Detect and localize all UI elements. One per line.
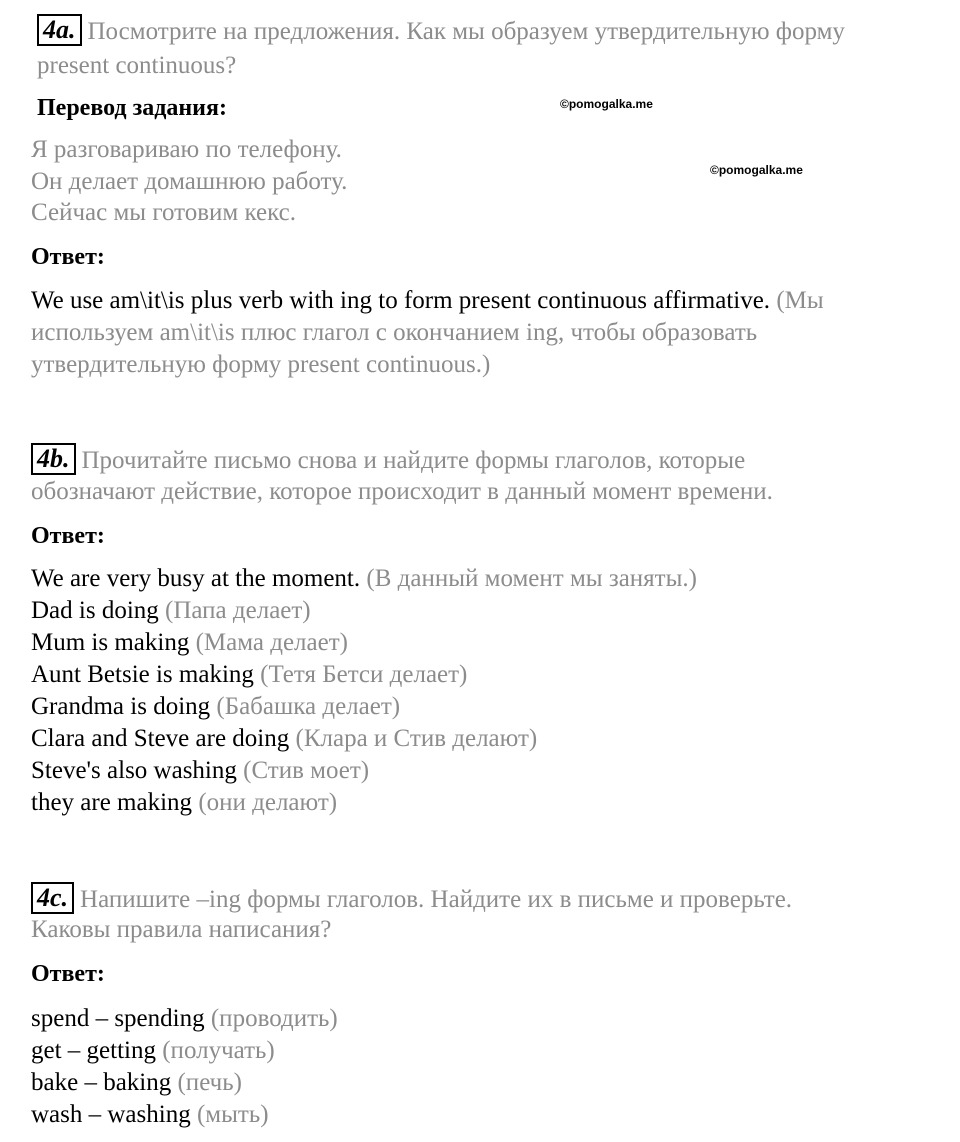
watermark: ©pomogalka.me xyxy=(710,163,803,177)
list-item-english: Clara and Steve are doing xyxy=(31,725,290,752)
ex4c-task-line2: Каковы правила написания? xyxy=(31,916,332,943)
list-item-english: spend – spending xyxy=(31,1005,205,1032)
ex4a-answer-ru: (Мы xyxy=(776,287,824,314)
ex4a-translation-heading: Перевод задания: xyxy=(37,95,227,121)
ex4b-task-line1 xyxy=(31,443,745,477)
list-item-english: Steve's also washing xyxy=(31,757,237,784)
list-item xyxy=(31,659,467,691)
list-item-translation: (В данный момент мы заняты.) xyxy=(366,565,697,592)
list-item xyxy=(31,595,311,627)
ex4c-label: 4c. xyxy=(31,882,74,914)
list-item xyxy=(31,563,697,595)
ex4c-task-line1 xyxy=(31,882,792,916)
list-item xyxy=(31,627,348,659)
list-item-english: bake – baking xyxy=(31,1069,172,1096)
ex4a-answer-line2: используем am\it\is плюс глагол с окончанием ing, чтобы образовать xyxy=(31,319,758,346)
ex4a-answer-heading: Ответ: xyxy=(31,244,105,270)
ex4a-task-text: Посмотрите на предложения. Как мы образуем утвердительную форму xyxy=(87,18,845,45)
list-item-english: Dad is doing xyxy=(31,597,159,624)
list-item xyxy=(31,1035,275,1067)
list-item-translation: (Бабашка делает) xyxy=(216,693,401,720)
ex4a-sentence-3: Сейчас мы готовим кекс. xyxy=(31,199,296,226)
list-item-english: We are very busy at the moment. xyxy=(31,565,361,592)
list-item-translation: (Папа делает) xyxy=(165,597,311,624)
list-item xyxy=(31,1003,338,1035)
list-item xyxy=(31,1067,242,1099)
ex4a-label: 4a. xyxy=(37,14,82,46)
watermark: ©pomogalka.me xyxy=(560,97,653,111)
list-item-english: Aunt Betsie is making xyxy=(31,661,254,688)
list-item-translation: (Мама делает) xyxy=(195,629,348,656)
list-item xyxy=(31,755,369,787)
ex4a-answer-line3: утвердительную форму present continuous.) xyxy=(31,351,491,378)
ex4a-answer-line1 xyxy=(31,285,824,317)
list-item-translation: (проводить) xyxy=(210,1005,338,1032)
ex4a-sentence-2: Он делает домашнюю работу. xyxy=(31,168,348,195)
ex4a-answer-en: We use am\it\is plus verb with ing to form present continuous affirmative. xyxy=(31,287,771,314)
ex4b-answer-heading: Ответ: xyxy=(31,523,105,549)
list-item-english: Grandma is doing xyxy=(31,693,211,720)
list-item-translation: (печь) xyxy=(177,1069,242,1096)
list-item xyxy=(31,723,537,755)
list-item-english: wash – washing xyxy=(31,1101,191,1128)
list-item-translation: (мыть) xyxy=(196,1101,269,1128)
ex4b-task-line2: обозначают действие, которое происходит в данный момент времени. xyxy=(31,478,773,505)
ex4b-task-text: Прочитайте письмо снова и найдите формы глаголов, которые xyxy=(81,447,746,474)
list-item xyxy=(31,691,400,723)
list-item-translation: (они делают) xyxy=(198,789,338,816)
list-item-translation: (Тетя Бетси делает) xyxy=(260,661,468,688)
list-item-english: Mum is making xyxy=(31,629,190,656)
ex4a-sentence-1: Я разговариваю по телефону. xyxy=(31,136,342,163)
list-item-english: they are making xyxy=(31,789,193,816)
list-item-translation: (получать) xyxy=(162,1037,275,1064)
list-item-translation: (Стив моет) xyxy=(243,757,370,784)
ex4a-task-line1 xyxy=(37,14,845,48)
ex4c-answer-heading: Ответ: xyxy=(31,961,105,987)
list-item-english: get – getting xyxy=(31,1037,156,1064)
list-item xyxy=(31,787,337,819)
ex4b-label: 4b. xyxy=(31,443,76,475)
ex4a-task-line2: present continuous? xyxy=(37,52,237,79)
ex4c-task-text: Напишите –ing формы глаголов. Найдите их в письме и проверьте. xyxy=(80,886,793,913)
list-item-translation: (Клара и Стив делают) xyxy=(295,725,538,752)
list-item xyxy=(31,1099,269,1131)
